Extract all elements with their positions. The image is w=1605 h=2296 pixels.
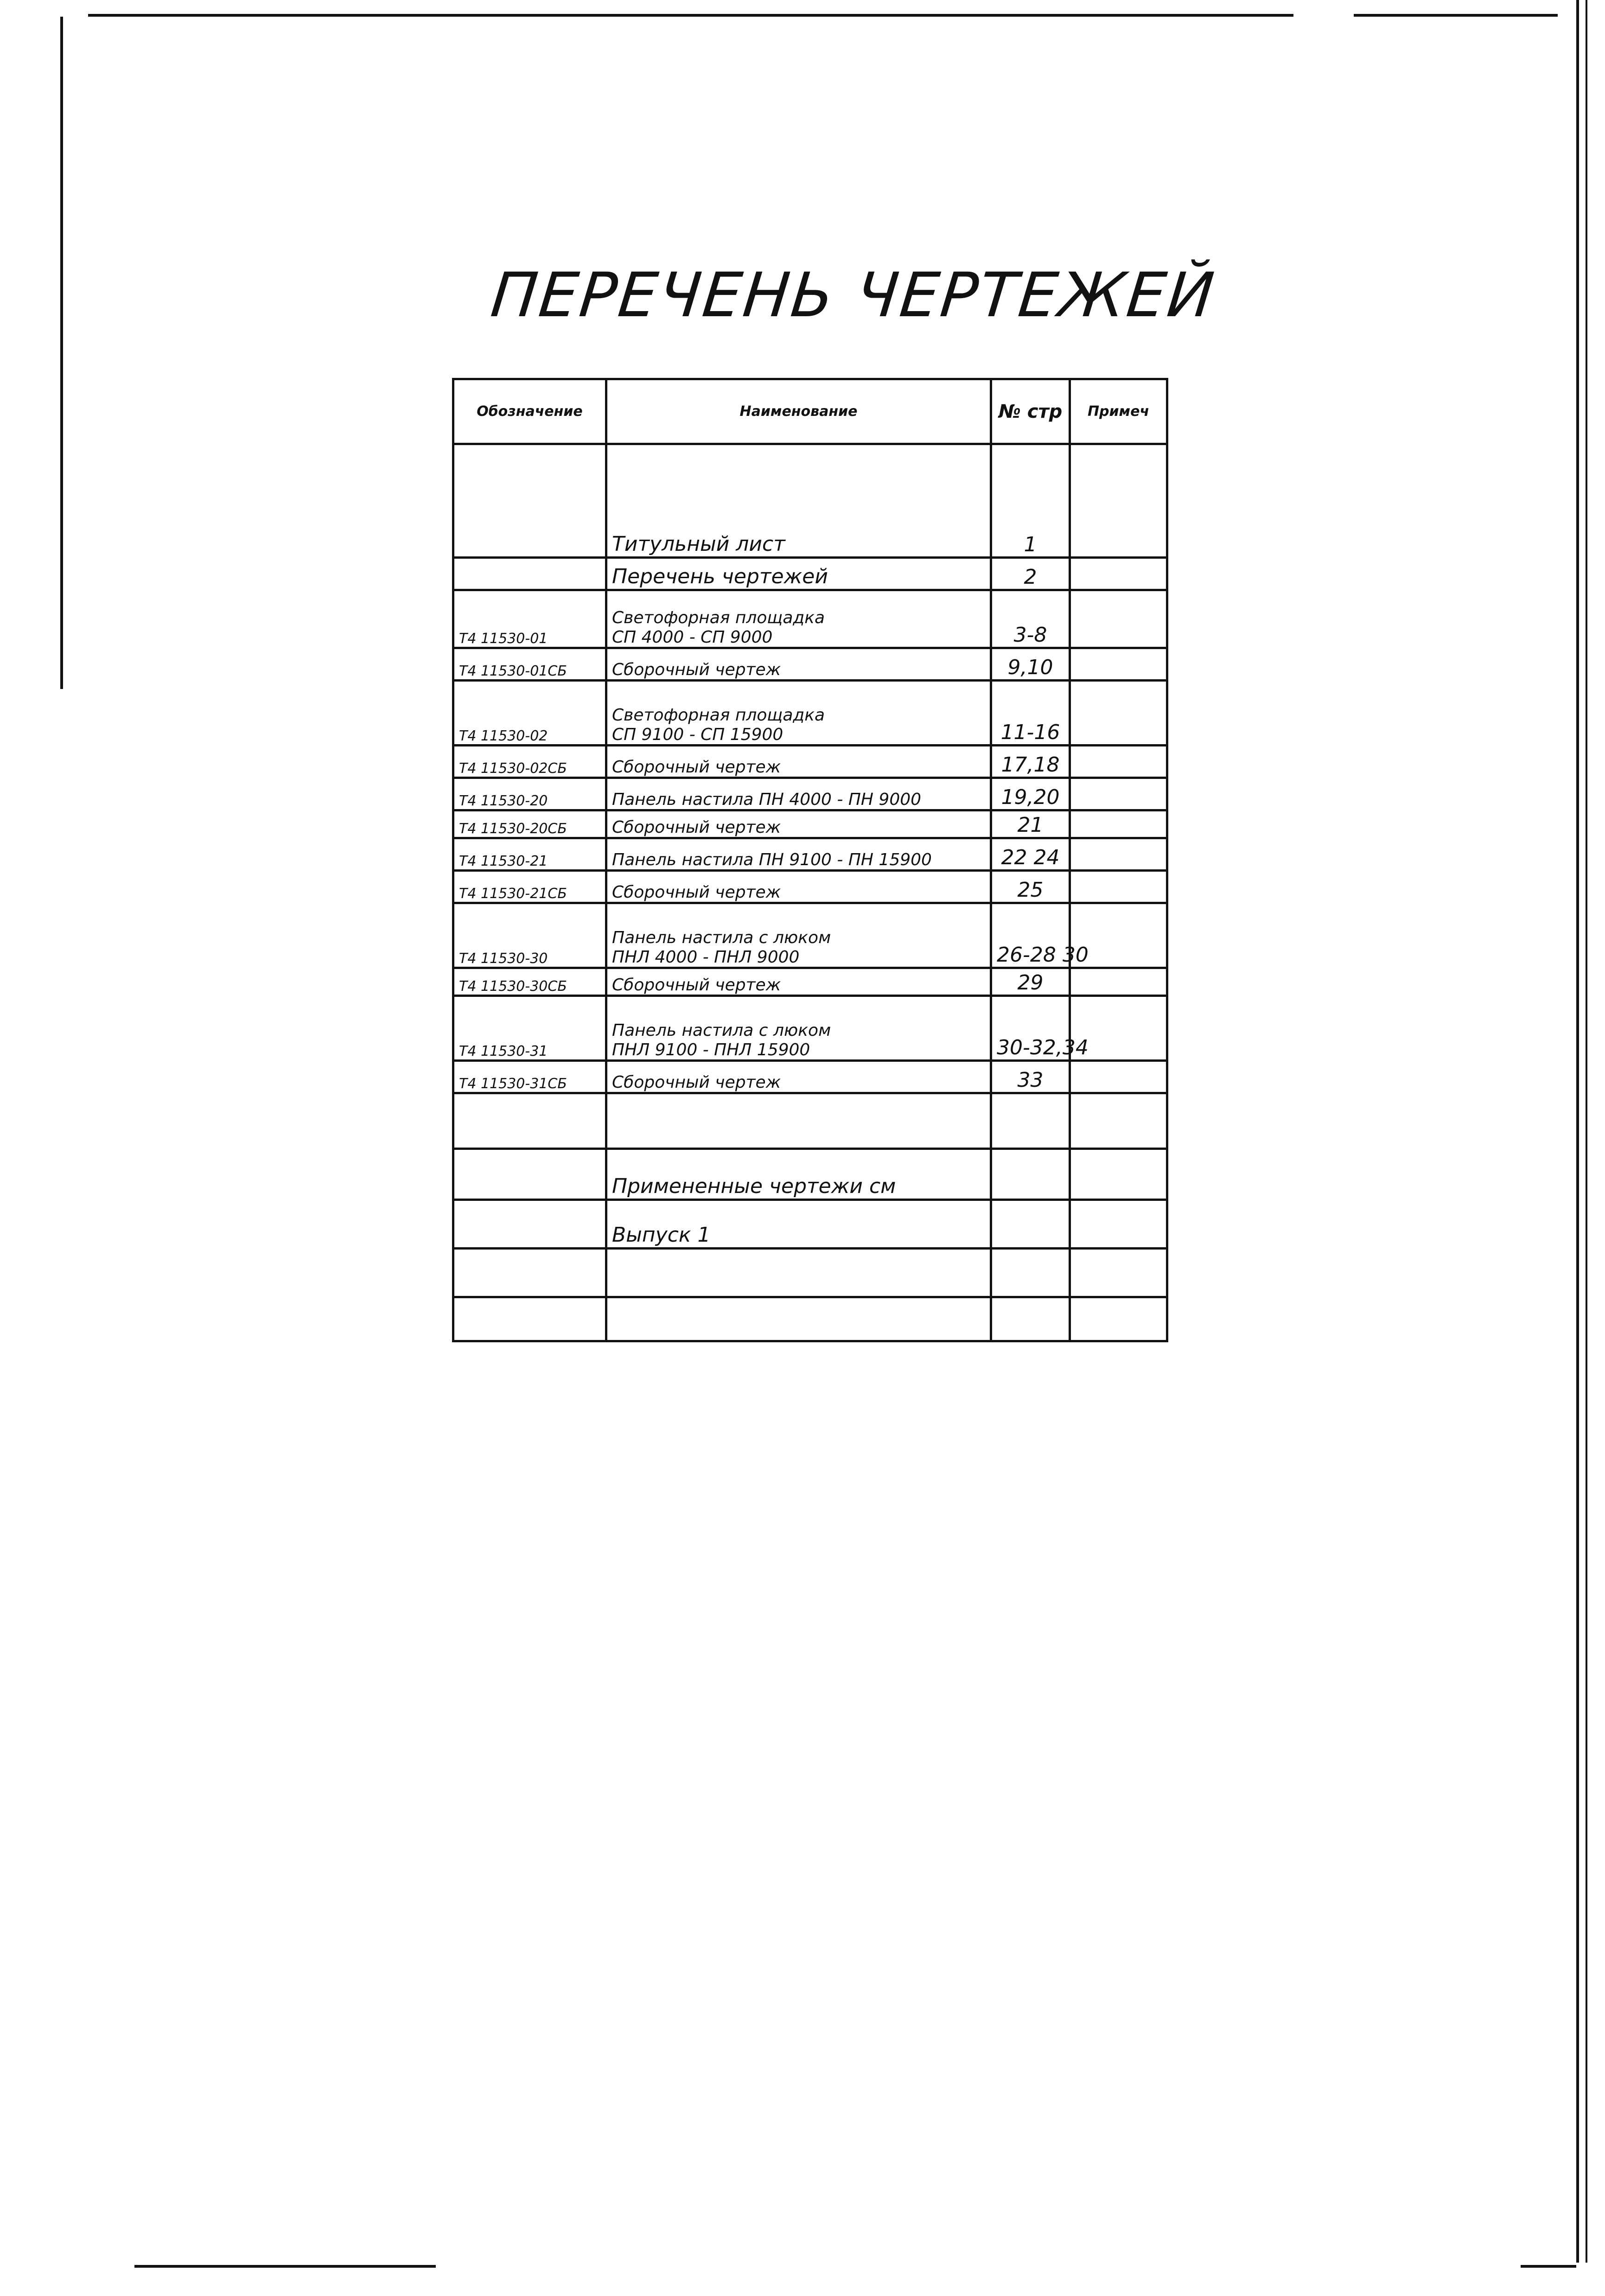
table-row: [453, 996, 1167, 1061]
frame-left-line: [60, 17, 63, 689]
row-page-text: 29: [1017, 971, 1044, 995]
row-designation: [453, 1093, 606, 1149]
table-row: [453, 1297, 1167, 1341]
table-row: [453, 1249, 1167, 1297]
row-designation: [453, 778, 606, 810]
row-designation-text: Т4 11530-30: [459, 950, 548, 967]
row-note: [1070, 810, 1167, 838]
table-row: [453, 1200, 1167, 1249]
row-page-text: 21: [1017, 813, 1044, 837]
row-designation: [453, 590, 606, 648]
row-note: [1070, 1249, 1167, 1297]
table-row: [453, 871, 1167, 903]
row-name-text: Панель настила с люком ПНЛ 4000 - ПНЛ 9000: [612, 928, 831, 967]
row-page: [991, 871, 1070, 903]
table-row: [453, 810, 1167, 838]
frame-top-line: [88, 14, 1293, 17]
row-designation: [453, 746, 606, 778]
row-note: [1070, 681, 1167, 746]
row-page-text: 1: [1024, 533, 1037, 556]
row-page: [991, 1149, 1070, 1200]
row-note: [1070, 778, 1167, 810]
row-page: [991, 1061, 1070, 1093]
row-name: [606, 1200, 991, 1249]
row-designation: [453, 681, 606, 746]
row-page: [991, 558, 1070, 590]
row-name-text: Сборочный чертеж: [612, 975, 781, 995]
row-designation: [453, 444, 606, 558]
row-designation-text: Т4 11530-01: [459, 631, 548, 647]
row-note: [1070, 1297, 1167, 1341]
row-note: [1070, 590, 1167, 648]
row-name-text: Панель настила ПН 4000 - ПН 9000: [612, 790, 922, 809]
row-designation-text: Т4 11530-31СБ: [459, 1076, 567, 1092]
row-page: [991, 648, 1070, 681]
row-designation: [453, 903, 606, 968]
row-page-text: 33: [1017, 1068, 1044, 1092]
row-name: [606, 590, 991, 648]
row-name: [606, 838, 991, 871]
frame-right-line-outer: [1586, 0, 1587, 2263]
row-designation-text: Т4 11530-20: [459, 793, 548, 809]
table-body: [453, 444, 1167, 1341]
row-name: [606, 1061, 991, 1093]
drawing-list-table: [452, 378, 1168, 1342]
table-row: [453, 681, 1167, 746]
table-row: [453, 590, 1167, 648]
row-page: [991, 1249, 1070, 1297]
row-page-text: 2: [1024, 565, 1037, 589]
row-note: [1070, 558, 1167, 590]
row-note: [1070, 444, 1167, 558]
table-row: [453, 778, 1167, 810]
row-page-text: 26-28 30: [997, 943, 1089, 967]
page-title: ПЕРЕЧЕНЬ ЧЕРТЕЖЕЙ: [487, 260, 1219, 331]
row-designation: [453, 968, 606, 996]
row-note: [1070, 648, 1167, 681]
frame-right-line: [1576, 0, 1579, 2263]
row-page: [991, 778, 1070, 810]
row-page: [991, 1297, 1070, 1341]
row-name-text: Примененные чертежи см: [612, 1174, 896, 1199]
row-name: [606, 1249, 991, 1297]
header-designation: Обозначение: [453, 379, 606, 444]
row-name: [606, 810, 991, 838]
row-page-text: 25: [1017, 878, 1044, 902]
row-name: [606, 558, 991, 590]
row-designation: [453, 996, 606, 1061]
table-row: [453, 1061, 1167, 1093]
row-name: [606, 778, 991, 810]
table-row: [453, 444, 1167, 558]
table-row: [453, 838, 1167, 871]
row-name: [606, 648, 991, 681]
row-note: [1070, 871, 1167, 903]
row-note: [1070, 1149, 1167, 1200]
row-designation-text: Т4 11530-02СБ: [459, 760, 567, 777]
table-row: [453, 746, 1167, 778]
row-page-text: 17,18: [1001, 753, 1060, 777]
row-designation: [453, 648, 606, 681]
row-designation: [453, 838, 606, 871]
row-page: [991, 1093, 1070, 1149]
row-page: [991, 590, 1070, 648]
header-note: Примеч: [1070, 379, 1167, 444]
row-name-text: Панель настила ПН 9100 - ПН 15900: [612, 850, 932, 869]
row-page: [991, 1200, 1070, 1249]
row-name-text: Сборочный чертеж: [612, 882, 781, 902]
table-header-row: [453, 379, 1167, 444]
table-row: [453, 558, 1167, 590]
row-note: [1070, 838, 1167, 871]
row-page-text: 3-8: [1013, 623, 1047, 647]
row-name: [606, 681, 991, 746]
row-name: [606, 746, 991, 778]
row-page: [991, 968, 1070, 996]
row-page-text: 30-32,34: [997, 1036, 1089, 1059]
row-designation-text: Т4 11530-20СБ: [459, 821, 567, 837]
row-designation-text: Т4 11530-31: [459, 1043, 548, 1059]
table-row: [453, 903, 1167, 968]
row-designation: [453, 871, 606, 903]
header-page: № стр: [991, 379, 1070, 444]
row-designation-text: Т4 11530-30СБ: [459, 978, 567, 995]
frame-bottom-line: [134, 2265, 436, 2268]
row-page-text: 9,10: [1007, 656, 1053, 679]
row-page: [991, 444, 1070, 558]
table-row: [453, 1149, 1167, 1200]
row-note: [1070, 746, 1167, 778]
row-name-text: Выпуск 1: [612, 1223, 711, 1247]
row-name-text: Сборочный чертеж: [612, 660, 781, 679]
row-name-text: Сборочный чертеж: [612, 817, 781, 837]
row-name-text: Сборочный чертеж: [612, 1072, 781, 1092]
row-designation-text: Т4 11530-21: [459, 853, 548, 869]
table-row: [453, 1093, 1167, 1149]
row-page-text: 22 24: [1001, 846, 1060, 869]
row-note: [1070, 1093, 1167, 1149]
row-name-text: Панель настила с люком ПНЛ 9100 - ПНЛ 15900: [612, 1021, 831, 1059]
row-designation: [453, 558, 606, 590]
row-page: [991, 681, 1070, 746]
row-name-text: Сборочный чертеж: [612, 757, 781, 777]
frame-bottom-line-right: [1521, 2265, 1576, 2268]
table-row: [453, 648, 1167, 681]
table-row: [453, 968, 1167, 996]
row-note: [1070, 1061, 1167, 1093]
row-name: [606, 444, 991, 558]
row-designation: [453, 1249, 606, 1297]
header-name: Наименование: [606, 379, 991, 444]
row-name: [606, 1297, 991, 1341]
row-page-text: 19,20: [1001, 785, 1060, 809]
row-name-text: Светофорная площадка СП 9100 - СП 15900: [612, 706, 825, 744]
row-designation: [453, 1149, 606, 1200]
row-name-text: Титульный лист: [612, 532, 785, 556]
row-designation: [453, 1061, 606, 1093]
row-page: [991, 810, 1070, 838]
row-name: [606, 1149, 991, 1200]
row-note: [1070, 968, 1167, 996]
row-note: [1070, 1200, 1167, 1249]
row-page: [991, 746, 1070, 778]
row-designation: [453, 1200, 606, 1249]
row-name: [606, 1093, 991, 1149]
row-page: [991, 903, 1089, 968]
row-designation-text: Т4 11530-21СБ: [459, 886, 567, 902]
row-name: [606, 871, 991, 903]
row-designation-text: Т4 11530-01СБ: [459, 663, 567, 679]
row-designation: [453, 1297, 606, 1341]
row-designation: [453, 810, 606, 838]
frame-top-line-right: [1354, 14, 1558, 17]
row-page-text: 11-16: [1000, 721, 1060, 744]
row-page: [991, 996, 1089, 1061]
row-name: [606, 996, 991, 1061]
row-name: [606, 968, 991, 996]
row-page: [991, 838, 1070, 871]
row-name-text: Перечень чертежей: [612, 565, 828, 589]
row-designation-text: Т4 11530-02: [459, 728, 548, 744]
row-name: [606, 903, 991, 968]
row-name-text: Светофорная площадка СП 4000 - СП 9000: [612, 608, 825, 647]
